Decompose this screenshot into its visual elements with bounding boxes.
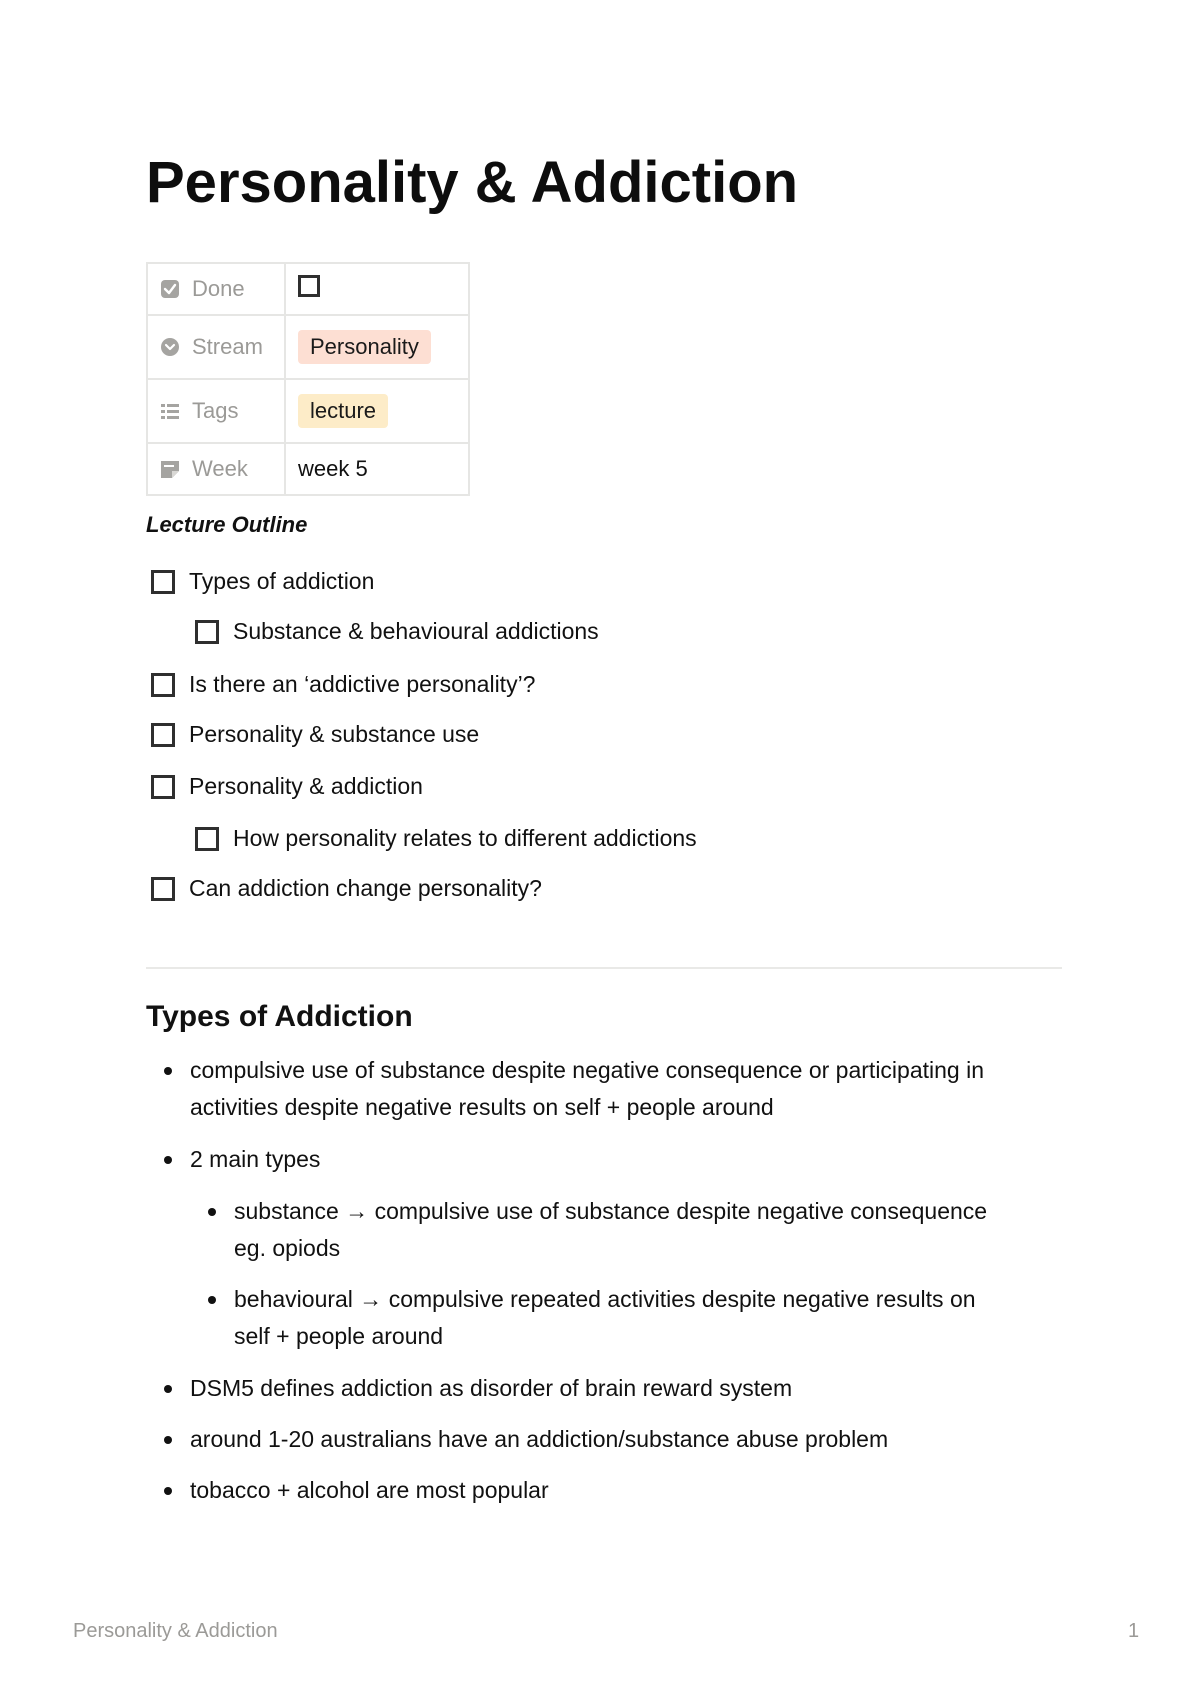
lecture-outline-label: Lecture Outline: [146, 512, 308, 537]
divider: [146, 967, 1062, 969]
todo-checkbox[interactable]: [151, 723, 175, 747]
page-title: Personality & Addiction: [146, 150, 799, 215]
todo-checkbox[interactable]: [151, 775, 175, 799]
property-label-week: Week: [192, 456, 248, 481]
property-row-week: [147, 443, 469, 495]
bullet-dot: [164, 1436, 172, 1444]
todo-text: How personality relates to different addictions: [233, 825, 697, 851]
bullet-dot: [164, 1385, 172, 1393]
property-label-tags: Tags: [192, 398, 239, 423]
todo-item: [151, 773, 423, 800]
property-label-done: Done: [192, 276, 245, 301]
property-key-tags: [147, 379, 285, 443]
todo-checkbox[interactable]: [151, 570, 175, 594]
todo-item: [151, 875, 542, 902]
bullet-item: [190, 1370, 792, 1407]
bullet-dot: [208, 1296, 216, 1304]
bullet-text: substance → compulsive use of substance despite negative consequence: [234, 1198, 988, 1224]
bullet-item: [190, 1141, 320, 1178]
todo-text: Types of addiction: [189, 568, 375, 594]
bullet-dot: [164, 1067, 172, 1075]
done-checkbox[interactable]: [298, 275, 320, 297]
sub-bullet-item: [234, 1193, 987, 1267]
todo-item: [195, 618, 599, 645]
text-property-icon: [160, 459, 180, 479]
bullet-dot: [164, 1156, 172, 1164]
todo-checkbox[interactable]: [151, 673, 175, 697]
todo-item: [151, 568, 374, 595]
todo-text: Is there an ‘addictive personality’?: [189, 671, 536, 697]
todo-item: [195, 825, 697, 852]
bullet-item: [190, 1052, 984, 1126]
property-value-week[interactable]: week 5: [285, 443, 469, 495]
bullet-text-continued: activities despite negative results on self + people around: [190, 1094, 774, 1120]
todo-text: Personality & substance use: [189, 721, 480, 747]
todo-text: Can addiction change personality?: [189, 875, 542, 901]
bullet-dot: [208, 1208, 216, 1216]
property-row-stream: [147, 315, 469, 379]
bullet-dot: [164, 1487, 172, 1495]
multi-select-property-icon: [160, 401, 180, 421]
todo-checkbox[interactable]: [195, 827, 219, 851]
checkbox-property-icon: [160, 279, 180, 299]
property-value-done: [285, 263, 469, 315]
todo-checkbox[interactable]: [195, 620, 219, 644]
bullet-text-continued: self + people around: [234, 1323, 444, 1349]
todo-text: Substance & behavioural addictions: [233, 618, 599, 644]
bullet-item: [190, 1421, 888, 1458]
stream-tag[interactable]: Personality: [298, 330, 431, 364]
todo-item: [151, 671, 535, 698]
sub-bullet-item: [234, 1281, 976, 1355]
bullet-item: [190, 1472, 549, 1509]
page-number: 1: [1128, 1620, 1140, 1642]
todo-text: Personality & addiction: [189, 773, 423, 799]
bullet-text: compulsive use of substance despite negative consequence or participating in: [190, 1057, 984, 1083]
lecture-tag[interactable]: lecture: [298, 394, 388, 428]
properties-table: [146, 262, 470, 496]
property-key-stream: [147, 315, 285, 379]
property-value-stream: [285, 315, 469, 379]
bullet-text: around 1-20 australians have an addiction/substance abuse problem: [190, 1426, 889, 1452]
select-property-icon: [160, 337, 180, 357]
property-key-done: [147, 263, 285, 315]
property-row-tags: [147, 379, 469, 443]
property-label-stream: Stream: [192, 334, 263, 359]
property-value-tags: [285, 379, 469, 443]
bullet-text: DSM5 defines addiction as disorder of brain reward system: [190, 1375, 793, 1401]
footer-title: Personality & Addiction: [73, 1620, 278, 1642]
property-row-done: [147, 263, 469, 315]
todo-item: [151, 721, 479, 748]
section-heading: Types of Addiction: [146, 1000, 413, 1033]
property-key-week: [147, 443, 285, 495]
bullet-text: behavioural → compulsive repeated activities despite negative results on: [234, 1286, 976, 1312]
bullet-text-continued: eg. opiods: [234, 1235, 341, 1261]
todo-checkbox[interactable]: [151, 877, 175, 901]
bullet-text: 2 main types: [190, 1146, 321, 1172]
bullet-text: tobacco + alcohol are most popular: [190, 1477, 549, 1503]
